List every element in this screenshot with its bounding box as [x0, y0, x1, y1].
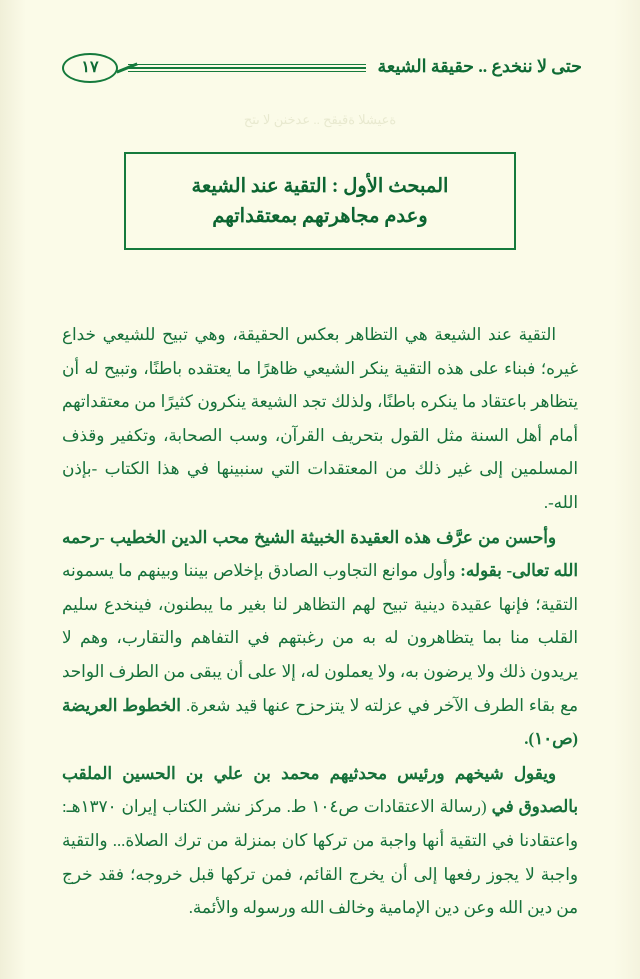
- paragraph: التقية عند الشيعة هي التظاهر بعكس الحقيقة، وهي تبيح للشيعي خداع غيره؛ فبناء على هذه التقية ينكر الشيعي ظاهرًا ما يعتقده باطنًا، وتبيح له أن يتظاهر باعتقاد ما ينكره باطنًا، ولذلك تجد الشيعة ينكرون كثيرًا من معتقداتهم أمام أهل السنة مثل القول بتحريف القرآن، وسب الصحابة، وتكفير وقذف المسلمين إلى غير ذلك من المعتقدات التي سنبينها في هذا الكتاب -بإذن الله-.: [62, 325, 578, 512]
- corner-bracket-bottom-left-icon: [124, 218, 156, 250]
- book-title: حتى لا ننخدع .. حقيقة الشيعة: [377, 56, 582, 76]
- page-number-badge: [62, 53, 118, 83]
- section-title-line-2: وعدم مجاهرتهم بمعتقداتهم: [212, 206, 428, 228]
- corner-bracket-top-left-icon: [124, 152, 156, 184]
- frame-edge-top: [154, 152, 486, 154]
- section-title-line-1: المبحث الأول : التقية عند الشيعة: [191, 176, 449, 197]
- page-edge-shade-left: [0, 0, 26, 979]
- section-title-box: [124, 152, 516, 250]
- double-rule-divider-icon: [128, 62, 366, 75]
- frame-edge-bottom: [154, 248, 486, 250]
- page-header: [0, 44, 640, 92]
- frame-edge-right: [514, 182, 516, 220]
- bleed-through-text: ةعيشلا ةقيقح .. عدخنن لا ىتح: [243, 112, 397, 127]
- page-number: ١٧: [81, 59, 99, 76]
- paragraph: ويقول شيخهم ورئيس محدثيهم محمد بن علي بن الحسين الملقب بالصدوق في (رسالة الاعتقادات ص١٠٤ ط. مركز نشر الكتاب إيران ١٣٧٠هـ: واعتقادنا في التقية أنها واجبة من تركها كان بمنزلة من ترك الصلاة... والتقية واجبة لا يجوز رفعها إلى أن يخرج القائم، فمن تركها قبل خروجه؛ فقد خرج من دين الله وعن دين الإمامية وخالف الله ورسوله والأئمة.: [62, 763, 578, 918]
- paragraph: وأحسن من عرَّف هذه العقيدة الخبيثة الشيخ محب الدين الخطيب -رحمه الله تعالى- بقوله: وأول موانع التجاوب الصادق بإخلاص بيننا وبينهم ما يسمونه التقية؛ فإنها عقيدة دينية تبيح لهم التظاهر لنا بغير ما يبطنون، فينخدع سليم القلب منا بما يتظاهرون له به من رغبتهم في التفاهم والتقارب، وهم لا يريدون ذلك ولا يرضون به، ولا يعملون له، إلا على أن يبقى من الطرف الواحد مع بقاء الطرف الآخر في عزلته لا يتزحزح عنها قيد شعرة. الخطوط العريضة (ص١٠).: [62, 527, 578, 749]
- frame-edge-left: [124, 182, 126, 220]
- corner-bracket-top-right-icon: [484, 152, 516, 184]
- page-edge-shade-right: [614, 0, 640, 979]
- corner-bracket-bottom-right-icon: [484, 218, 516, 250]
- body-text: [62, 318, 578, 926]
- section-title-container: [0, 152, 640, 250]
